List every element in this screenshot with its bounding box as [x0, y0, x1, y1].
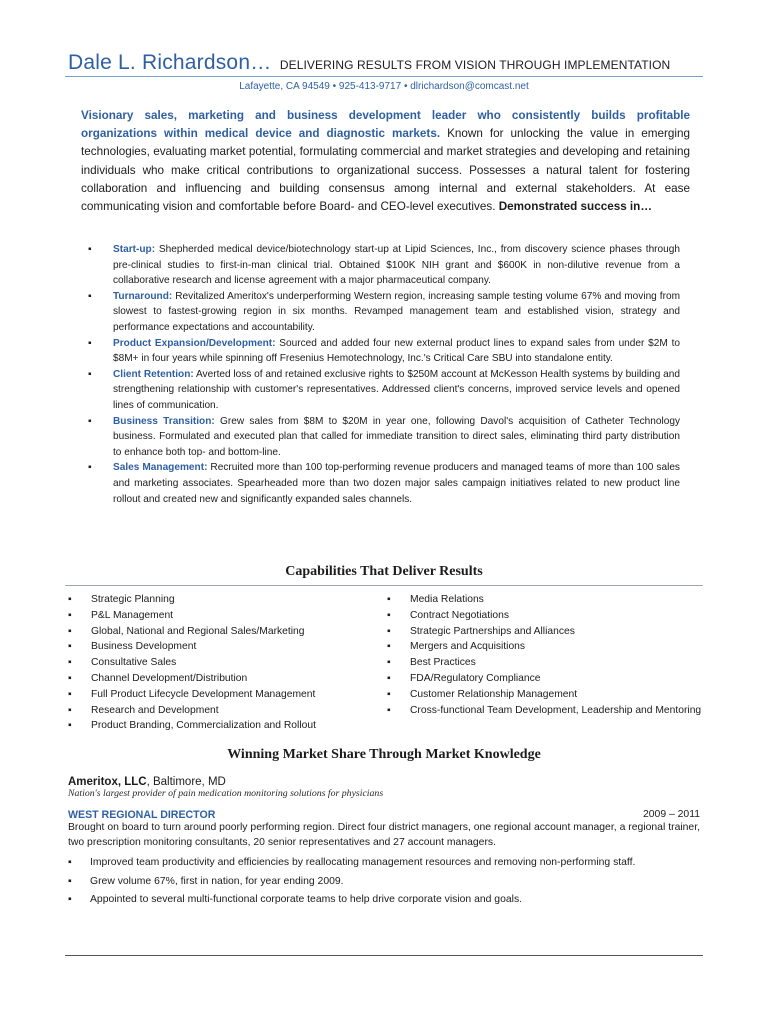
achievement-text: Revitalized Ameritox's underperforming Western region, increasing sample testing volume 67% and moving from slowest to fastest-growing region in six months. Revamped management team and established vision, strategy and performance expectations and accountability. [113, 290, 680, 333]
bullet-icon: ▪ [387, 594, 391, 605]
capability-item [68, 718, 368, 734]
resume-header [68, 51, 670, 75]
bullet-icon: ▪ [387, 657, 391, 669]
capability-text: FDA/Regulatory Compliance [410, 672, 541, 684]
responsibility-item [68, 875, 700, 890]
achievement-label: Business Transition: [113, 415, 215, 427]
demonstrated-success: Demonstrated success in… [498, 200, 653, 214]
capabilities-right-list [387, 592, 705, 718]
bullet-icon: ▪ [68, 688, 72, 700]
bullet-icon: ▪ [387, 672, 391, 684]
bullet-icon: ▪ [387, 641, 391, 653]
bullet-icon: ▪ [88, 290, 92, 302]
achievement-item [88, 289, 680, 336]
capability-text: Research and Development [91, 704, 219, 716]
achievement-label: Client Retention: [113, 368, 194, 380]
bullet-icon: ▪ [387, 625, 391, 637]
capability-item [68, 687, 368, 703]
capability-text: Strategic Partnerships and Alliances [410, 625, 575, 637]
responsibility-list [68, 856, 700, 908]
achievement-text: Sourced and added four new external product lines to expand sales from under $2M to $8M+ in four years while spinning off Fresenius Hemotechnology, Inc.'s Critical Care SBU into standalone entity. [113, 337, 680, 365]
achievement-text: Averted loss of and retained exclusive rights to $250M account at McKesson Health systems by building and strengthening relationship with customer's representatives. Addressed client's concerns, improved service levels and opened lines of communication. [113, 368, 681, 411]
role-description: Brought on board to turn around poorly performing region. Direct four district managers, one regional account manager, a regional trainer, two prescription monitoring consultants, 20 senior representatives and 27 account managers. [68, 822, 700, 848]
capability-text: Contract Negotiations [410, 609, 510, 621]
summary-lead: Visionary sales, marketing and business development leader who consistently builds profitable organizations within medical device and diagnostic markets. [81, 109, 690, 141]
capability-item [387, 671, 705, 687]
bullet-icon: ▪ [88, 244, 92, 255]
capability-text: Channel Development/Distribution [91, 672, 248, 684]
achievement-label: Sales Management: [113, 462, 208, 474]
capability-text: Media Relations [410, 594, 484, 605]
achievement-item [88, 414, 680, 461]
bullet-icon: ▪ [68, 657, 72, 669]
company-name: Ameritox, LLC [68, 776, 147, 788]
capabilities-divider [65, 585, 703, 586]
bullet-icon: ▪ [88, 462, 92, 474]
capability-text: P&L Management [91, 609, 174, 621]
bullet-icon: ▪ [68, 609, 72, 621]
achievement-text: Recruited more than 100 top-performing revenue producers and managed teams of more than 100 sales and marketing associates. Spearheaded more than two dozen major sales campaign initiatives related to new product line rollout and created new and significantly expanded sales channels. [113, 462, 680, 505]
capability-item [387, 703, 705, 719]
capability-item [68, 655, 368, 671]
achievement-item [88, 367, 680, 414]
capability-text: Customer Relationship Management [410, 688, 578, 700]
bullet-icon: ▪ [88, 415, 92, 427]
bullet-icon: ▪ [68, 720, 72, 732]
summary-body: Known for unlocking the value in emerging technologies, evaluating market potential, formulating commercial and market strategies and developing and retaining individuals who make critical contributions to organizational success. Possesses a natural talent for fostering collaboration and influencing and building consensus among internal and external stakeholders. At ease communicating vision and comfortable before Board- and CEO-level executives. [81, 127, 690, 214]
responsibility-text: Improved team productivity and efficiencies by reallocating management resources and removing non-performing staff. [90, 857, 636, 868]
achievement-label: Start-up: [113, 244, 156, 255]
bullet-icon: ▪ [387, 688, 391, 700]
capability-text: Cross-functional Team Development, Leadership and Mentoring [410, 704, 702, 716]
achievement-text: Shepherded medical device/biotechnology start-up at Lipid Sciences, Inc., from discovery science phases through pre-clinical studies to first-in-man clinical trial. Obtained $100K NIH grant and $600K in non-dilutive revenue from a collaborative research and license agreement with a major pharmaceutical company. [113, 244, 680, 287]
capability-item [68, 608, 368, 624]
role-dates: 2009 – 2011 [642, 809, 700, 820]
capability-item [387, 687, 705, 703]
bullet-icon: ▪ [68, 672, 72, 684]
header-divider [65, 76, 703, 77]
responsibility-item [68, 856, 700, 871]
bullet-icon: ▪ [387, 609, 391, 621]
bullet-icon: ▪ [88, 368, 92, 380]
capability-item [68, 671, 368, 687]
capability-text: Product Branding, Commercialization and Rollout [91, 720, 316, 732]
bullet-icon: ▪ [387, 704, 391, 716]
capability-item [387, 592, 705, 608]
capability-text: Consultative Sales [91, 657, 177, 669]
capability-item [68, 624, 368, 640]
capability-item [387, 655, 705, 671]
capability-text: Global, National and Regional Sales/Marketing [91, 625, 305, 637]
achievement-item [88, 242, 680, 289]
capability-text: Mergers and Acquisitions [410, 641, 526, 653]
capability-item [387, 639, 705, 655]
bullet-icon: ▪ [68, 704, 72, 716]
company-location: , Baltimore, MD [146, 776, 226, 788]
achievements-list [88, 242, 680, 507]
capability-item [387, 608, 705, 624]
role-title: WEST REGIONAL DIRECTOR [68, 809, 216, 821]
bullet-icon: ▪ [68, 594, 72, 605]
summary-paragraph [81, 107, 690, 216]
company-description: Nation's largest provider of pain medication monitoring solutions for physicians [68, 788, 384, 799]
capability-text: Business Development [91, 641, 197, 653]
experience-heading: Winning Market Share Through Market Knowledge [227, 747, 541, 762]
responsibility-item [68, 893, 700, 908]
capability-text: Strategic Planning [91, 594, 175, 605]
achievement-item [88, 460, 680, 507]
page-bottom-divider [65, 955, 703, 956]
achievement-text: Grew sales from $8M to $20M in year one, following Davol's acquisition of Catheter Technology business. Formulated and executed plan that called for immediate transition to direct sales, eliminating third party distribution to enhance both top- and bottom-line. [113, 415, 680, 458]
responsibility-text: Appointed to several multi-functional corporate teams to help drive corporate vision and goals. [90, 894, 523, 905]
job-entry [68, 776, 700, 912]
capability-item [68, 639, 368, 655]
role-row [68, 809, 700, 821]
responsibility-text: Grew volume 67%, first in nation, for year ending 2009. [90, 875, 344, 887]
bullet-icon: ▪ [68, 875, 72, 887]
bullet-icon: ▪ [68, 894, 72, 905]
capability-item [387, 624, 705, 640]
bullet-icon: ▪ [88, 337, 92, 349]
capability-text: Full Product Lifecycle Development Management [91, 688, 316, 700]
bullet-icon: ▪ [68, 625, 72, 637]
capability-item [68, 592, 368, 608]
contact-line: Lafayette, CA 94549 • 925-413-9717 • dlrichardson@comcast.net [239, 81, 529, 92]
capabilities-heading: Capabilities That Deliver Results [285, 564, 483, 579]
achievement-label: Turnaround: [113, 290, 173, 302]
tagline: DELIVERING RESULTS FROM VISION THROUGH IMPLEMENTATION [279, 58, 671, 72]
achievement-item [88, 336, 680, 367]
capability-item [68, 703, 368, 719]
bullet-icon: ▪ [68, 641, 72, 653]
capabilities-left-list [68, 592, 368, 734]
achievement-label: Product Expansion/Development: [113, 337, 276, 349]
company-line [68, 776, 700, 788]
bullet-icon: ▪ [68, 857, 72, 868]
capability-text: Best Practices [410, 657, 476, 669]
candidate-name: Dale L. Richardson… [68, 51, 272, 74]
